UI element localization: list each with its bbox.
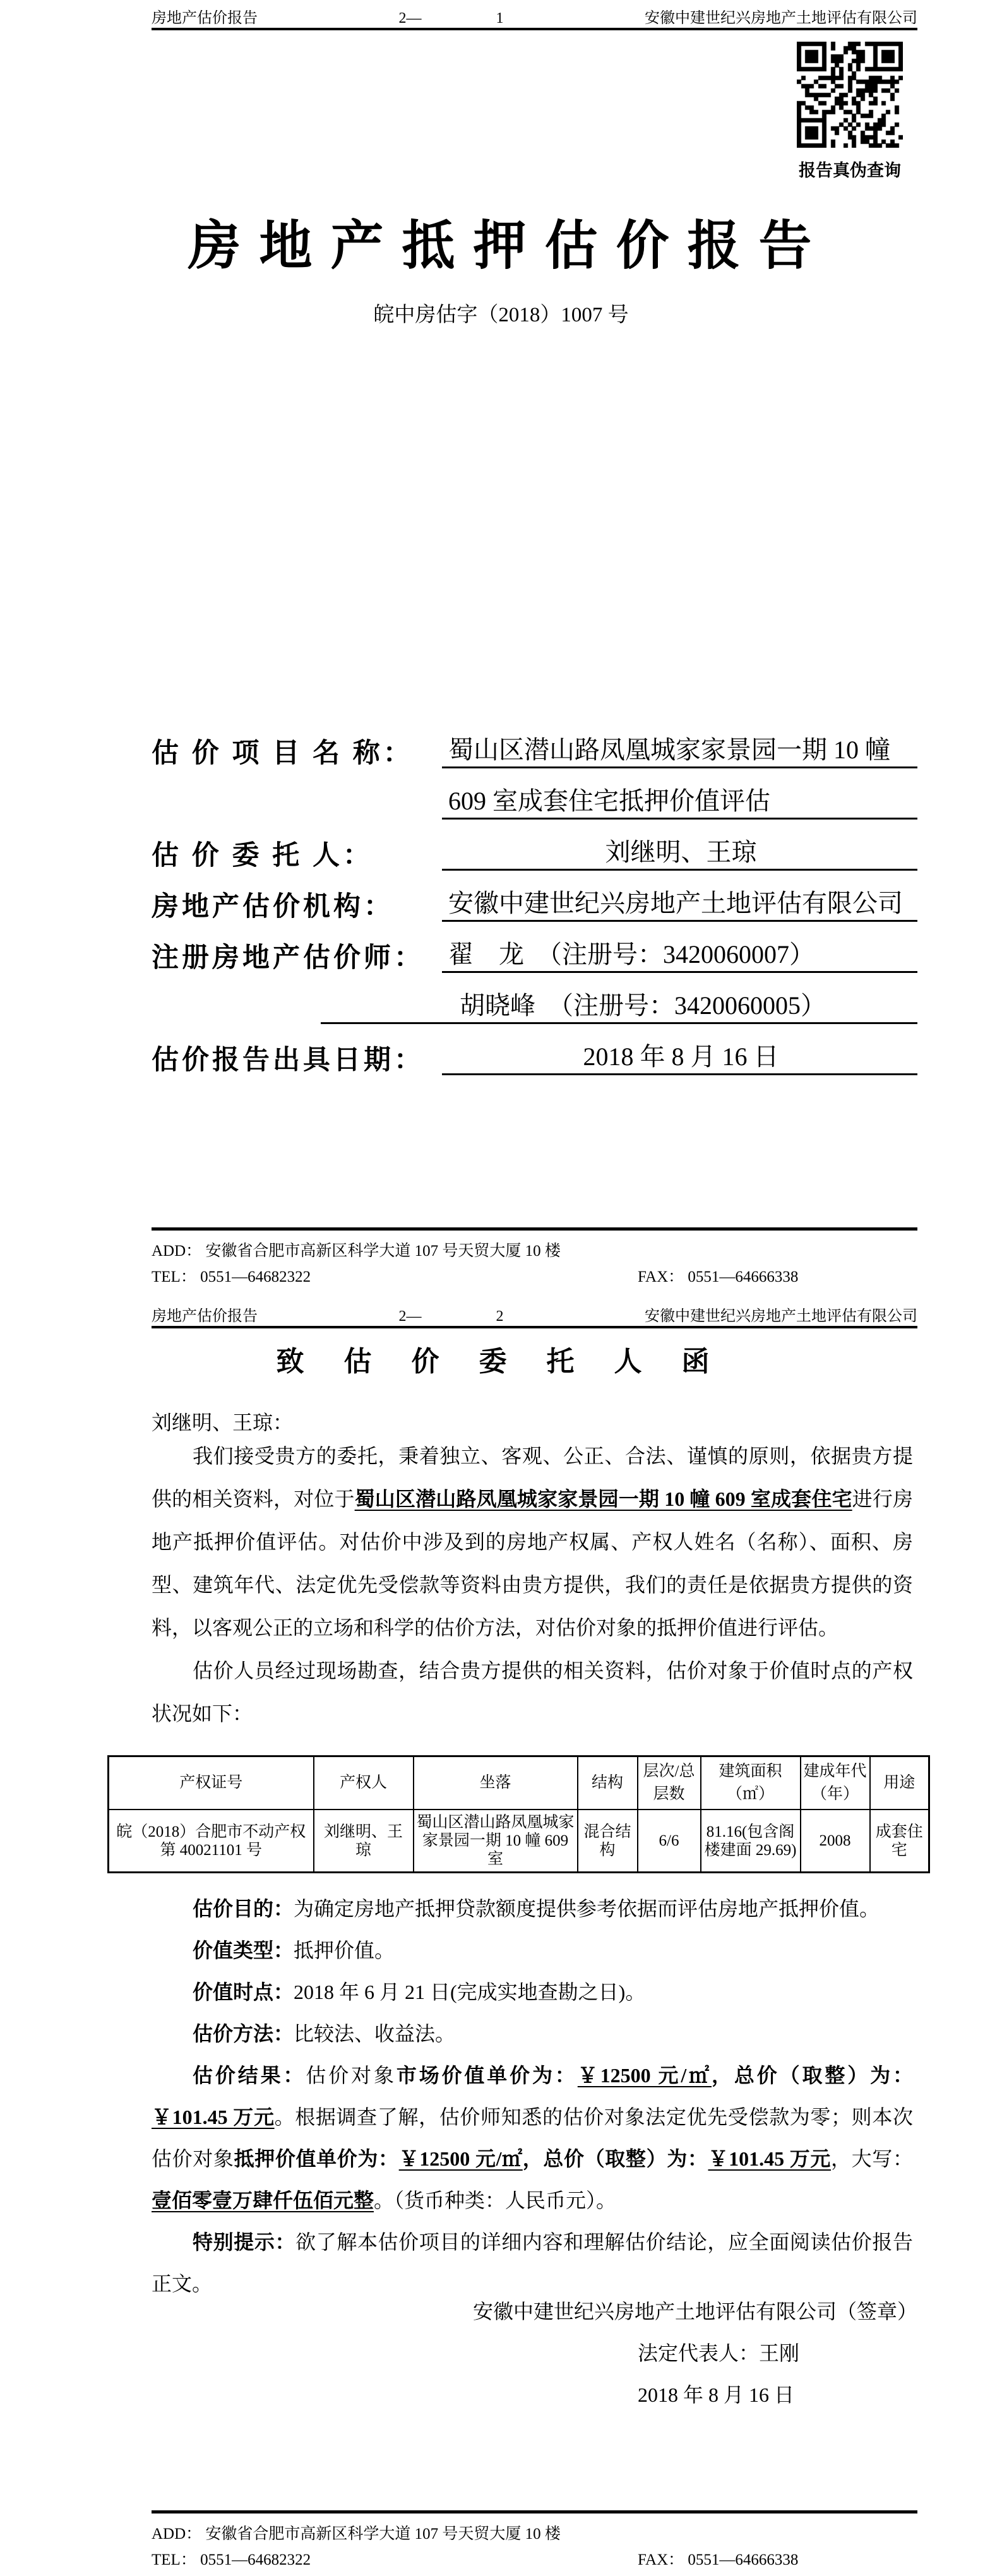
closing-date: 2018 年 8 月 16 日 (638, 2383, 795, 2406)
property-table-header-row (109, 1756, 929, 1810)
page1-header (152, 5, 917, 27)
field-agency (152, 871, 917, 922)
item-value-date (152, 1971, 913, 2013)
page-header-company: 安徽中建世纪兴房地产土地评估有限公司 (645, 10, 917, 27)
property-table (107, 1755, 930, 1873)
table-cell: 成套住宅 (870, 1810, 929, 1873)
text-run: ， (712, 2064, 734, 2087)
field-label: 估 价 委 托 人： (152, 840, 373, 871)
field-value: 蜀山区潜山路凤凰城家家景园一期 10 幢 (442, 736, 917, 768)
letter-body (152, 1434, 913, 1735)
text-run: 比较法、收益法。 (294, 2022, 456, 2045)
page-header-page-indicator (399, 1308, 504, 1325)
report-title: 房 地 产 抵 押 估 价 报 告 (188, 217, 814, 276)
table-header-cell: 层次/总层数 (638, 1756, 701, 1810)
page2-header-rule (152, 1326, 917, 1328)
table-header-cell: 产权人 (314, 1756, 414, 1810)
text-run: ￥101.45 万元 (152, 2106, 275, 2128)
item-result (152, 2054, 913, 2221)
text-run: 2018 年 6 月 21 日(完成实地查勘之日)。 (294, 1981, 646, 2003)
table-cell: 蜀山区潜山路凤凰城家家景园一期 10 幢 609 室 (414, 1810, 578, 1873)
letter-items (152, 1888, 913, 2305)
page-header-volume: 2— (398, 10, 422, 27)
footer-contacts (152, 2547, 917, 2573)
footer-tel: TEL： 0551—64682322 (152, 2551, 311, 2568)
field-value: 609 室成套住宅抵押价值评估 (442, 787, 917, 820)
field-value: 安徽中建世纪兴房地产土地评估有限公司 (442, 890, 917, 922)
table-header-cell: 建筑面积（㎡） (701, 1756, 801, 1810)
field-appraiser-2 (152, 973, 917, 1024)
field-client (152, 820, 917, 871)
field-value: 刘继明、王琼 (442, 838, 917, 871)
report-number: 皖中房估字（2018）1007 号 (373, 304, 629, 326)
page2-footer (152, 2510, 917, 2573)
text-run: 价值类型： (193, 1939, 294, 1962)
text-run: 市场价值单价为： (396, 2064, 578, 2087)
footer-fax: FAX： 0551—64666338 (638, 2551, 799, 2568)
field-issue-date (152, 1024, 917, 1075)
table-cell: 刘继明、王琼 (314, 1810, 414, 1873)
footer-rule (152, 1227, 917, 1231)
footer-tel: TEL： 0551—64682322 (152, 1268, 311, 1285)
table-cell: 6/6 (638, 1810, 701, 1873)
footer-address: ADD： 安徽省合肥市高新区科学大道 107 号天贸大厦 10 楼 (152, 2525, 561, 2543)
text-run: 为确定房地产抵押贷款额度提供参考依据而评估房地产抵押价值。 (294, 1897, 880, 1920)
text-run: ￥12500 元/㎡ (577, 2064, 712, 2087)
table-cell: 皖（2018）合肥市不动产权第 40021101 号 (109, 1810, 314, 1873)
field-label: 注册房地产估价师： (152, 943, 424, 973)
page-header-volume: 2— (398, 1308, 422, 1325)
page-header-doc-type: 房地产估价报告 (152, 1308, 258, 1325)
text-run: 总价（取整）为： (734, 2064, 913, 2087)
text-run: 蜀山区潜山路凤凰城家家景园一期 10 幢 609 室成套住宅 (354, 1488, 852, 1510)
table-header-cell: 结构 (578, 1756, 638, 1810)
item-value-type (152, 1929, 913, 1971)
table-header-cell: 建成年代（年） (801, 1756, 870, 1810)
field-value: 翟 龙 （注册号：3420060007） (442, 941, 917, 973)
field-label: 房地产估价机构： (152, 891, 394, 922)
page-header-doc-type: 房地产估价报告 (152, 10, 258, 27)
closing-legal-rep: 法定代表人：王刚 (638, 2342, 800, 2364)
table-cell: 2008 (801, 1810, 870, 1873)
closing-company: 安徽中建世纪兴房地产土地评估有限公司（签章） (472, 2300, 917, 2323)
text-run: 。（货币种类：人民币元）。 (374, 2189, 617, 2212)
field-label: 估价报告出具日期： (152, 1045, 424, 1075)
item-purpose (152, 1888, 913, 1929)
letter-closing (152, 2291, 917, 2416)
field-project-name (152, 717, 917, 768)
letter-paragraph-1 (152, 1434, 913, 1649)
text-run: 欲了解本估价项目的详细内容和理解估价结论，应全面阅读估价报告正文。 (152, 2231, 913, 2295)
cover-fields (152, 717, 917, 1075)
text-run: 估价对象 (306, 2064, 397, 2087)
text-run: 抵押价值。 (294, 1939, 395, 1962)
letter-salutation: 刘继明、王琼： (152, 1411, 294, 1434)
letter-title: 致 估 价 委 托 人 函 (276, 1346, 726, 1377)
text-run: ，总价（取整）为： (522, 2147, 708, 2170)
page-header-page-number: 1 (496, 10, 504, 27)
text-run: 进行房地产抵押价值评估。对估价中涉及到的房地产权属、产权人姓名（名称）、面积、房型、建筑年代、法定优先受偿款等资料由贵方提供，我们的责任是依据贵方提供的资料，以客观公正的立场和科学的估价方法，对估价对象的抵押价值进行评估。 (152, 1488, 913, 1639)
text-run: 估价结果： (193, 2064, 306, 2087)
text-run: 壹佰零壹万肆仟伍佰元整 (152, 2189, 374, 2212)
table-cell: 混合结构 (578, 1810, 638, 1873)
table-header-cell: 产权证号 (109, 1756, 314, 1810)
text-run: ￥12500 元/㎡ (398, 2147, 523, 2170)
page-header-company: 安徽中建世纪兴房地产土地评估有限公司 (645, 1308, 917, 1325)
text-run: 估价目的： (193, 1897, 294, 1920)
table-cell: 81.16(包含阁楼建面 29.69) (701, 1810, 801, 1873)
field-value: 胡晓峰 （注册号：3420060005） (321, 992, 917, 1024)
text-run: 价值时点： (193, 1981, 294, 2003)
table-header-cell: 坐落 (414, 1756, 578, 1810)
page-header-page-number: 2 (496, 1308, 504, 1325)
footer-contacts (152, 1264, 917, 1290)
field-label: 估 价 项 目 名 称： (152, 738, 414, 768)
qr-code-image (797, 42, 903, 148)
text-run: 抵押价值单价为： (234, 2147, 399, 2170)
item-methods (152, 2013, 913, 2054)
text-run: 我们接受贵方的委托，秉着独立、客观、公正、合法、谨慎的原则，依据贵方提供的相关资料，对位于 (152, 1445, 913, 1510)
page-header-page-indicator (399, 10, 504, 27)
qr-caption: 报告真伪查询 (799, 161, 901, 180)
text-run: ，大写： (831, 2147, 913, 2170)
page1-footer (152, 1227, 917, 1290)
footer-rule (152, 2510, 917, 2513)
text-run: 特别提示： (193, 2231, 296, 2253)
field-project-name-line2 (152, 768, 917, 820)
page1-header-rule (152, 28, 917, 30)
text-run: 。根据调查了解，估价师知悉的估价对象法定优先受偿款为零；则本次估价对象 (152, 2106, 913, 2170)
property-table-data-row (109, 1810, 929, 1873)
field-value: 2018 年 8 月 16 日 (442, 1043, 917, 1075)
footer-address: ADD： 安徽省合肥市高新区科学大道 107 号天贸大厦 10 楼 (152, 1243, 561, 1260)
field-appraiser-1 (152, 922, 917, 973)
text-run: ￥101.45 万元 (708, 2147, 832, 2170)
footer-fax: FAX： 0551—64666338 (638, 1268, 799, 1285)
page2-header (152, 1303, 917, 1325)
table-header-cell: 用途 (870, 1756, 929, 1810)
letter-paragraph-2: 估价人员经过现场勘查，结合贵方提供的相关资料，估价对象于价值时点的产权状况如下： (152, 1659, 913, 1725)
text-run: 估价方法： (193, 2022, 294, 2045)
